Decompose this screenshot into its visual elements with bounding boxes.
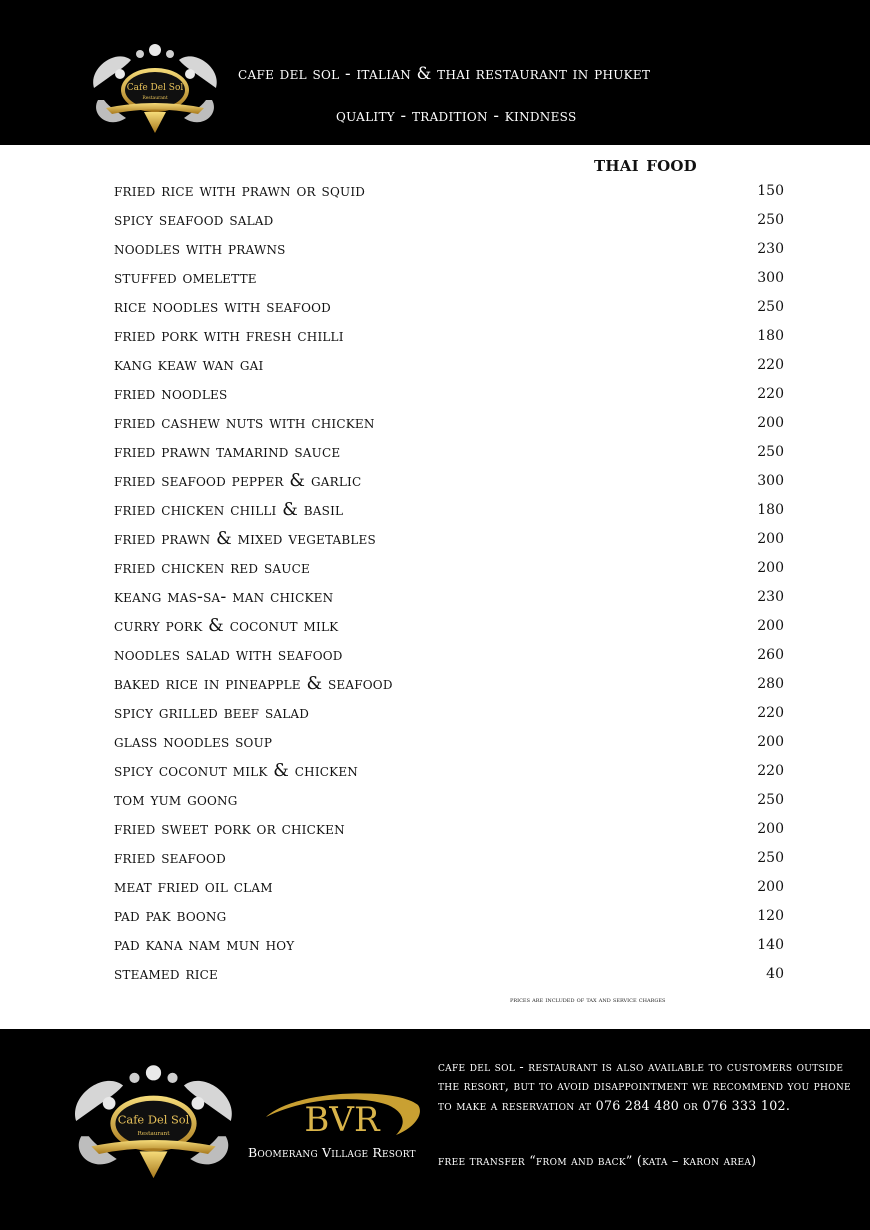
menu-item (114, 961, 786, 990)
menu-item (114, 700, 786, 729)
menu-item (114, 468, 786, 497)
dish-price: 200 (757, 734, 784, 750)
menu-item (114, 352, 786, 381)
dish-price: 200 (757, 879, 784, 895)
dish-name: meat fried oil clam (114, 877, 273, 897)
dish-price: 230 (757, 241, 784, 257)
menu-item (114, 671, 786, 700)
dish-price: 180 (757, 502, 784, 518)
transfer-info: free transfer “from and back” (kata – karon area) (438, 1153, 757, 1168)
menu-item (114, 642, 786, 671)
menu-item (114, 816, 786, 845)
footer-band (0, 1029, 870, 1230)
dish-price: 220 (757, 386, 784, 402)
menu-item (114, 178, 786, 207)
dish-price: 250 (757, 299, 784, 315)
dish-name: pad pak boong (114, 906, 227, 926)
dish-price: 200 (757, 531, 784, 547)
menu-item (114, 381, 786, 410)
dish-name: keang mas-sa- man chicken (114, 587, 334, 607)
menu-item (114, 236, 786, 265)
logo-text: Cafe Del Sol (126, 83, 184, 93)
menu-item (114, 265, 786, 294)
menu-item (114, 903, 786, 932)
dish-price: 220 (757, 763, 784, 779)
dish-name: stuffed omelette (114, 268, 257, 288)
menu-item (114, 439, 786, 468)
menu-list (114, 178, 786, 990)
footer-logo-subtext: Restaurant (137, 1130, 170, 1137)
menu-item (114, 584, 786, 613)
dish-name: fried prawn & mixed vegetables (114, 529, 376, 549)
bvr-name: Boomerang Village Resort (248, 1145, 416, 1160)
menu-item (114, 613, 786, 642)
menu-item (114, 932, 786, 961)
menu-item (114, 207, 786, 236)
logo-subtext: Restaurant (142, 96, 168, 101)
menu-item (114, 874, 786, 903)
dish-price: 220 (757, 357, 784, 373)
price-note: prices are included of tax and service charges (510, 996, 666, 1004)
dish-name: fried cashew nuts with chicken (114, 413, 375, 433)
dish-name: kang keaw wan gai (114, 355, 264, 375)
dish-price: 200 (757, 560, 784, 576)
menu-item (114, 323, 786, 352)
bvr-letters: BVR (304, 1100, 380, 1140)
dish-price: 200 (757, 618, 784, 634)
dish-name: spicy coconut milk & chicken (114, 761, 358, 781)
dish-name: fried noodles (114, 384, 228, 404)
dish-name: glass noodles soup (114, 732, 273, 752)
dish-price: 220 (757, 705, 784, 721)
dish-name: curry pork & coconut milk (114, 616, 339, 636)
dish-name: fried chicken chilli & basil (114, 500, 344, 520)
dish-name: steamed rice (114, 964, 218, 984)
menu-item (114, 410, 786, 439)
dish-name: fried pork with fresh chilli (114, 326, 344, 346)
cafe-del-sol-logo-footer (66, 1057, 241, 1185)
dish-price: 250 (757, 850, 784, 866)
dish-name: tom yum goong (114, 790, 238, 810)
dish-price: 300 (757, 270, 784, 286)
dish-name: fried prawn tamarind sauce (114, 442, 341, 462)
dish-name: baked rice in pineapple & seafood (114, 674, 393, 694)
menu-item (114, 526, 786, 555)
menu-item (114, 294, 786, 323)
dish-name: pad kana nam mun hoy (114, 935, 295, 955)
dish-price: 230 (757, 589, 784, 605)
dish-name: fried chicken red sauce (114, 558, 310, 578)
dish-price: 200 (757, 821, 784, 837)
restaurant-tagline: quality - tradition - kindness (336, 106, 577, 125)
dish-price: 150 (757, 183, 784, 199)
dish-price: 280 (757, 676, 784, 692)
dish-price: 180 (757, 328, 784, 344)
dish-name: noodles with prawns (114, 239, 286, 259)
dish-price: 250 (757, 792, 784, 808)
dish-name: spicy seafood salad (114, 210, 274, 230)
dish-price: 120 (757, 908, 784, 924)
menu-item (114, 729, 786, 758)
header-band (0, 0, 870, 145)
dish-price: 250 (757, 212, 784, 228)
dish-name: fried sweet pork or chicken (114, 819, 345, 839)
cafe-del-sol-logo (86, 38, 224, 138)
dish-name: noodles salad with seafood (114, 645, 343, 665)
dish-name: fried seafood (114, 848, 226, 868)
dish-price: 140 (757, 937, 784, 953)
footer-logo-text: Cafe Del Sol (117, 1112, 190, 1127)
dish-name: rice noodles with seafood (114, 297, 331, 317)
section-title: thai food (594, 151, 697, 176)
dish-name: spicy grilled beef salad (114, 703, 310, 723)
dish-price: 250 (757, 444, 784, 460)
dish-price: 200 (757, 415, 784, 431)
menu-item (114, 497, 786, 526)
menu-item (114, 758, 786, 787)
dish-price: 300 (757, 473, 784, 489)
dish-price: 40 (766, 966, 784, 982)
menu-item (114, 845, 786, 874)
dish-price: 260 (757, 647, 784, 663)
reservation-info: cafe del sol - restaurant is also available to customers outside the resort, but to avoid disappointment we recommend you phone to make a reservation at 076 284 480 or 076 333 102. (438, 1059, 851, 1113)
dish-name: fried rice with prawn or squid (114, 181, 366, 201)
menu-item (114, 787, 786, 816)
restaurant-title: cafe del sol - italian & thai restaurant in phuket (238, 64, 651, 83)
menu-item (114, 555, 786, 584)
dish-name: fried seafood pepper & garlic (114, 471, 362, 491)
